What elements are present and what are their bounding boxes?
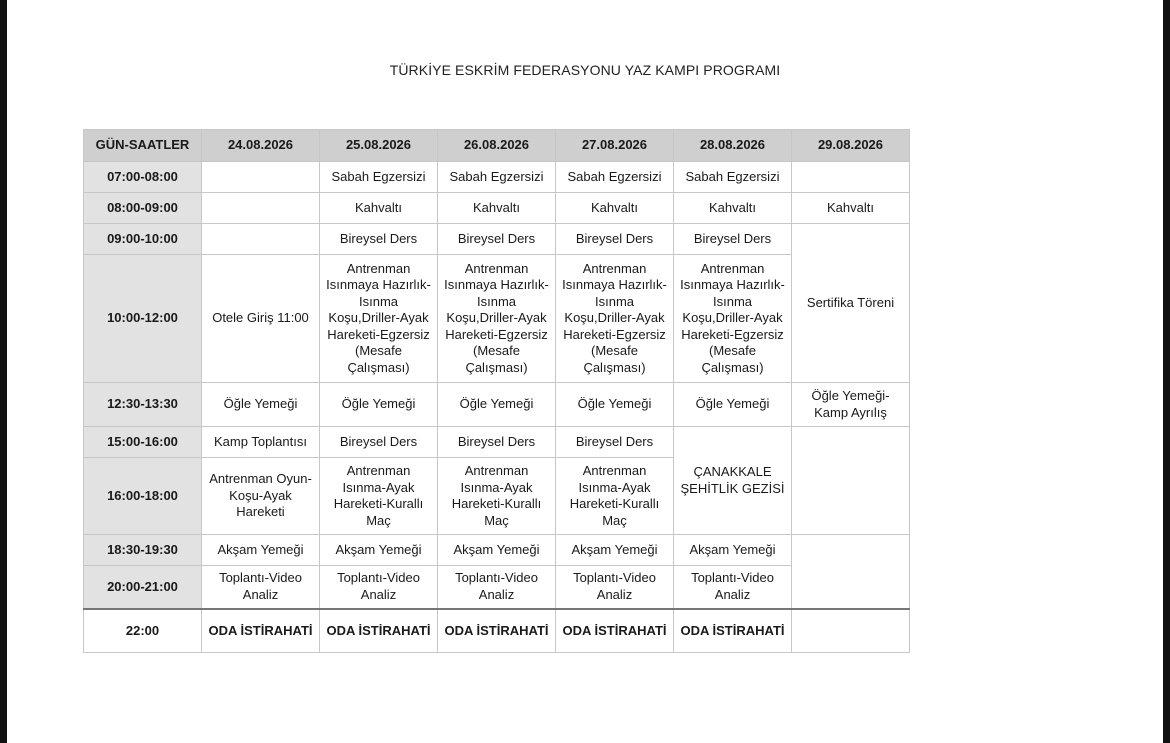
- schedule-row: [84, 255, 910, 383]
- schedule-row: [84, 566, 910, 609]
- schedule-cell: Öğle Yemeği: [202, 383, 320, 427]
- date-header: 27.08.2026: [556, 130, 674, 162]
- schedule-cell: Bireysel Ders: [320, 224, 438, 255]
- schedule-cell: Bireysel Ders: [556, 224, 674, 255]
- schedule-cell: Öğle Yemeği: [556, 383, 674, 427]
- schedule-row: [84, 535, 910, 566]
- schedule-cell: Akşam Yemeği: [320, 535, 438, 566]
- schedule-cell: Sabah Egzersizi: [320, 162, 438, 193]
- time-slot: 12:30-13:30: [84, 383, 202, 427]
- schedule-row: [84, 224, 910, 255]
- time-slot: 22:00: [84, 609, 202, 653]
- time-slot: 10:00-12:00: [84, 255, 202, 383]
- schedule-cell: Antrenman Isınma-Ayak Hareketi-Kurallı Maç: [438, 458, 556, 535]
- schedule-cell: [792, 427, 910, 535]
- schedule-cell: Sabah Egzersizi: [674, 162, 792, 193]
- time-slot: 18:30-19:30: [84, 535, 202, 566]
- schedule-cell: ODA İSTİRAHATİ: [674, 609, 792, 653]
- schedule-cell: Kahvaltı: [438, 193, 556, 224]
- schedule-cell: ODA İSTİRAHATİ: [320, 609, 438, 653]
- schedule-cell: Toplantı-Video Analiz: [674, 566, 792, 609]
- schedule-cell: Kahvaltı: [320, 193, 438, 224]
- schedule-cell: Akşam Yemeği: [202, 535, 320, 566]
- schedule-cell: [792, 535, 910, 609]
- schedule-cell: Öğle Yemeği: [674, 383, 792, 427]
- schedule-cell: Bireysel Ders: [438, 427, 556, 458]
- header-corner: GÜN-SAATLER: [84, 130, 202, 162]
- schedule-cell: Bireysel Ders: [438, 224, 556, 255]
- schedule-cell: Akşam Yemeği: [674, 535, 792, 566]
- time-slot: 15:00-16:00: [84, 427, 202, 458]
- schedule-cell: Sabah Egzersizi: [556, 162, 674, 193]
- date-header: 24.08.2026: [202, 130, 320, 162]
- schedule-cell: [792, 162, 910, 193]
- schedule-cell: Sabah Egzersizi: [438, 162, 556, 193]
- right-scan-border: [1163, 0, 1170, 743]
- schedule-cell: [202, 224, 320, 255]
- schedule-row: [84, 162, 910, 193]
- schedule-cell: Akşam Yemeği: [556, 535, 674, 566]
- schedule-cell: [202, 162, 320, 193]
- schedule-cell: Toplantı-Video Analiz: [556, 566, 674, 609]
- document-title: TÜRKİYE ESKRİM FEDERASYONU YAZ KAMPI PROGRAMI: [389, 62, 781, 78]
- schedule-cell: Bireysel Ders: [320, 427, 438, 458]
- schedule-cell: Antrenman Isınma-Ayak Hareketi-Kurallı Maç: [320, 458, 438, 535]
- schedule-cell: Antrenman Isınmaya Hazırlık-Isınma Koşu,Driller-Ayak Hareketi-Egzersiz (Mesafe Çalışması): [556, 255, 674, 383]
- schedule-row: [84, 193, 910, 224]
- schedule-cell: Antrenman Isınmaya Hazırlık-Isınma Koşu,Driller-Ayak Hareketi-Egzersiz (Mesafe Çalışması): [438, 255, 556, 383]
- schedule-cell: Öğle Yemeği: [438, 383, 556, 427]
- schedule-row: [84, 609, 910, 653]
- schedule-cell: Toplantı-Video Analiz: [320, 566, 438, 609]
- schedule-cell: Kahvaltı: [792, 193, 910, 224]
- time-slot: 07:00-08:00: [84, 162, 202, 193]
- schedule-cell: Antrenman Oyun-Koşu-Ayak Hareketi: [202, 458, 320, 535]
- schedule-cell: Bireysel Ders: [556, 427, 674, 458]
- schedule-cell: ODA İSTİRAHATİ: [438, 609, 556, 653]
- schedule-cell: ODA İSTİRAHATİ: [202, 609, 320, 653]
- schedule-row: [84, 427, 910, 458]
- time-slot: 08:00-09:00: [84, 193, 202, 224]
- schedule-table: [83, 129, 910, 653]
- schedule-cell: Antrenman Isınmaya Hazırlık-Isınma Koşu,Driller-Ayak Hareketi-Egzersiz (Mesafe Çalışması): [674, 255, 792, 383]
- schedule-cell: [792, 609, 910, 653]
- schedule-row: [84, 383, 910, 427]
- schedule-cell: Kahvaltı: [674, 193, 792, 224]
- schedule-cell: Antrenman Isınmaya Hazırlık-Isınma Koşu,Driller-Ayak Hareketi-Egzersiz (Mesafe Çalışması): [320, 255, 438, 383]
- schedule-cell: ODA İSTİRAHATİ: [556, 609, 674, 653]
- left-scan-border: [0, 0, 7, 743]
- time-slot: 20:00-21:00: [84, 566, 202, 609]
- schedule-cell: Öğle Yemeği-Kamp Ayrılış: [792, 383, 910, 427]
- schedule-cell: Otele Giriş 11:00: [202, 255, 320, 383]
- schedule-cell: [202, 193, 320, 224]
- schedule-cell: Antrenman Isınma-Ayak Hareketi-Kurallı Maç: [556, 458, 674, 535]
- time-slot: 16:00-18:00: [84, 458, 202, 535]
- schedule-cell: Akşam Yemeği: [438, 535, 556, 566]
- date-header: 25.08.2026: [320, 130, 438, 162]
- date-header: 29.08.2026: [792, 130, 910, 162]
- date-header: 28.08.2026: [674, 130, 792, 162]
- time-slot: 09:00-10:00: [84, 224, 202, 255]
- date-header: 26.08.2026: [438, 130, 556, 162]
- schedule-cell: Öğle Yemeği: [320, 383, 438, 427]
- schedule-cell: Bireysel Ders: [674, 224, 792, 255]
- schedule-cell: Toplantı-Video Analiz: [202, 566, 320, 609]
- header-row: [84, 130, 910, 162]
- schedule-cell: Kahvaltı: [556, 193, 674, 224]
- canakkale-trip-cell: ÇANAKKALE ŞEHİTLİK GEZİSİ: [674, 427, 792, 535]
- schedule-cell: Toplantı-Video Analiz: [438, 566, 556, 609]
- schedule-cell: Kamp Toplantısı: [202, 427, 320, 458]
- certificate-ceremony-cell: Sertifika Töreni: [792, 224, 910, 383]
